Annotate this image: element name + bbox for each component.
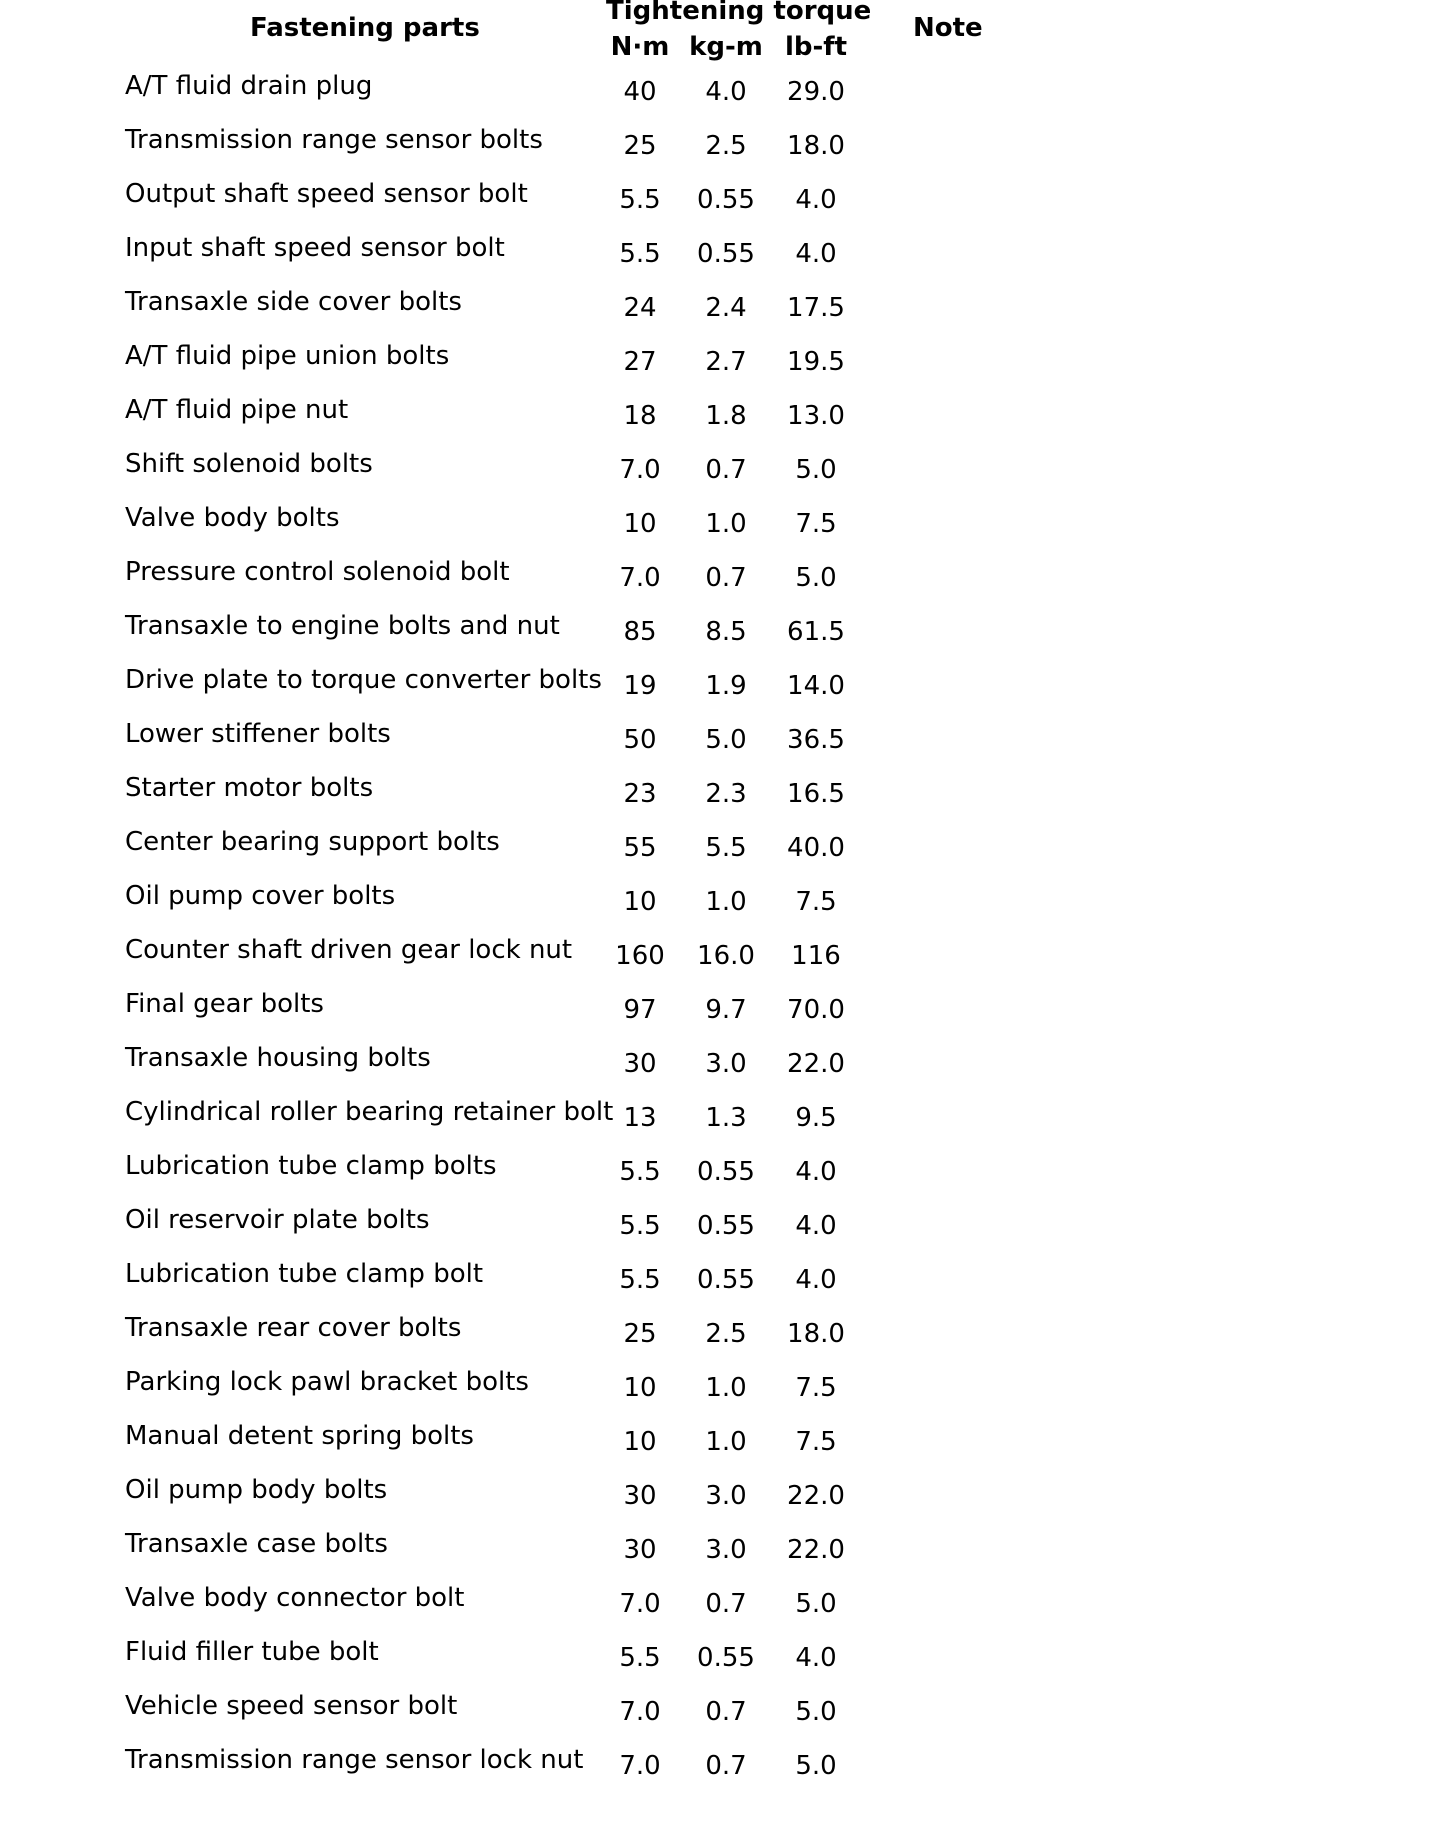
torque-lbft: 9.5 (795, 1103, 837, 1133)
torque-nm: 25 (623, 1319, 657, 1349)
part-name: Transaxle rear cover bolts (125, 1313, 462, 1343)
torque-kgm: 5.0 (705, 725, 747, 755)
torque-kgm: 3.0 (705, 1481, 747, 1511)
part-name: Valve body bolts (125, 503, 340, 533)
torque-lbft: 4.0 (795, 239, 837, 269)
torque-kgm: 0.55 (697, 185, 755, 215)
part-name: Lubrication tube clamp bolts (125, 1151, 497, 1181)
note-header: Note (913, 13, 983, 43)
torque-kgm: 2.5 (705, 131, 747, 161)
table-row (0, 1367, 1456, 1421)
torque-nm: 85 (623, 617, 657, 647)
table-row (0, 1475, 1456, 1529)
torque-kgm: 1.0 (705, 1373, 747, 1403)
part-name: A/T fluid pipe nut (125, 395, 349, 425)
torque-kgm: 0.55 (697, 1211, 755, 1241)
table-row (0, 611, 1456, 665)
torque-nm: 7.0 (619, 1751, 661, 1781)
torque-lbft: 4.0 (795, 1643, 837, 1673)
part-name: A/T fluid pipe union bolts (125, 341, 450, 371)
torque-kgm: 2.4 (705, 293, 747, 323)
torque-kgm: 0.55 (697, 239, 755, 269)
fastening-parts-header: Fastening parts (250, 13, 480, 43)
torque-table-body (0, 71, 1456, 1799)
torque-nm: 25 (623, 131, 657, 161)
torque-lbft: 13.0 (787, 401, 845, 431)
torque-nm: 97 (623, 995, 657, 1025)
torque-kgm: 1.9 (705, 671, 747, 701)
torque-lbft: 7.5 (795, 1427, 837, 1457)
part-name: Counter shaft driven gear lock nut (125, 935, 573, 965)
torque-lbft: 7.5 (795, 509, 837, 539)
table-row (0, 1583, 1456, 1637)
torque-nm: 7.0 (619, 455, 661, 485)
torque-lbft: 4.0 (795, 1211, 837, 1241)
table-row (0, 773, 1456, 827)
torque-nm: 7.0 (619, 1697, 661, 1727)
unit-nm-header: N·m (610, 32, 670, 62)
torque-lbft: 4.0 (795, 1157, 837, 1187)
torque-kgm: 2.5 (705, 1319, 747, 1349)
table-row (0, 719, 1456, 773)
table-row (0, 935, 1456, 989)
torque-kgm: 1.0 (705, 887, 747, 917)
table-row (0, 71, 1456, 125)
torque-kgm: 8.5 (705, 617, 747, 647)
torque-kgm: 1.0 (705, 509, 747, 539)
torque-nm: 160 (615, 941, 665, 971)
torque-kgm: 2.3 (705, 779, 747, 809)
torque-lbft: 18.0 (787, 1319, 845, 1349)
table-row (0, 449, 1456, 503)
tightening-torque-header: Tightening torque (606, 0, 872, 26)
table-row (0, 395, 1456, 449)
torque-nm: 55 (623, 833, 657, 863)
torque-nm: 30 (623, 1481, 657, 1511)
unit-kgm-header: kg-m (689, 32, 763, 62)
torque-kgm: 0.55 (697, 1265, 755, 1295)
part-name: Transaxle to engine bolts and nut (125, 611, 560, 641)
part-name: Transmission range sensor bolts (125, 125, 543, 155)
torque-kgm: 9.7 (705, 995, 747, 1025)
table-row (0, 1205, 1456, 1259)
part-name: Oil pump body bolts (125, 1475, 388, 1505)
part-name: Cylindrical roller bearing retainer bolt (125, 1097, 614, 1127)
table-row (0, 665, 1456, 719)
part-name: A/T fluid drain plug (125, 71, 373, 101)
torque-lbft: 18.0 (787, 131, 845, 161)
table-row (0, 1421, 1456, 1475)
part-name: Oil reservoir plate bolts (125, 1205, 430, 1235)
table-row (0, 503, 1456, 557)
torque-lbft: 29.0 (787, 77, 845, 107)
part-name: Pressure control solenoid bolt (125, 557, 510, 587)
part-name: Transaxle case bolts (125, 1529, 388, 1559)
torque-kgm: 3.0 (705, 1535, 747, 1565)
table-row (0, 1637, 1456, 1691)
torque-lbft: 17.5 (787, 293, 845, 323)
torque-nm: 10 (623, 1427, 657, 1457)
table-row (0, 233, 1456, 287)
torque-nm: 30 (623, 1049, 657, 1079)
torque-lbft: 5.0 (795, 1697, 837, 1727)
table-row (0, 341, 1456, 395)
torque-nm: 10 (623, 1373, 657, 1403)
torque-lbft: 5.0 (795, 563, 837, 593)
part-name: Shift solenoid bolts (125, 449, 373, 479)
table-row (0, 1151, 1456, 1205)
torque-kgm: 16.0 (697, 941, 755, 971)
torque-kgm: 0.7 (705, 1751, 747, 1781)
torque-lbft: 22.0 (787, 1535, 845, 1565)
torque-kgm: 3.0 (705, 1049, 747, 1079)
torque-lbft: 40.0 (787, 833, 845, 863)
part-name: Valve body connector bolt (125, 1583, 465, 1613)
torque-kgm: 0.7 (705, 1589, 747, 1619)
torque-lbft: 61.5 (787, 617, 845, 647)
table-row (0, 1097, 1456, 1151)
torque-lbft: 7.5 (795, 1373, 837, 1403)
torque-nm: 5.5 (619, 185, 661, 215)
part-name: Final gear bolts (125, 989, 324, 1019)
torque-nm: 10 (623, 509, 657, 539)
torque-nm: 40 (623, 77, 657, 107)
torque-kgm: 4.0 (705, 77, 747, 107)
unit-lbft-header: lb-ft (784, 32, 848, 62)
torque-nm: 24 (623, 293, 657, 323)
torque-kgm: 1.3 (705, 1103, 747, 1133)
part-name: Input shaft speed sensor bolt (125, 233, 505, 263)
torque-kgm: 0.7 (705, 455, 747, 485)
torque-nm: 27 (623, 347, 657, 377)
torque-nm: 13 (623, 1103, 657, 1133)
table-row (0, 557, 1456, 611)
torque-lbft: 5.0 (795, 1589, 837, 1619)
table-row (0, 989, 1456, 1043)
torque-kgm: 5.5 (705, 833, 747, 863)
part-name: Manual detent spring bolts (125, 1421, 474, 1451)
torque-nm: 5.5 (619, 239, 661, 269)
part-name: Transmission range sensor lock nut (125, 1745, 584, 1775)
torque-kgm: 0.7 (705, 1697, 747, 1727)
torque-lbft: 5.0 (795, 1751, 837, 1781)
torque-kgm: 1.8 (705, 401, 747, 431)
table-row (0, 1745, 1456, 1799)
torque-lbft: 19.5 (787, 347, 845, 377)
table-row (0, 1043, 1456, 1097)
part-name: Vehicle speed sensor bolt (125, 1691, 458, 1721)
torque-nm: 7.0 (619, 563, 661, 593)
table-row (0, 179, 1456, 233)
torque-lbft: 36.5 (787, 725, 845, 755)
torque-lbft: 22.0 (787, 1049, 845, 1079)
torque-lbft: 116 (791, 941, 841, 971)
torque-kgm: 0.7 (705, 563, 747, 593)
table-row (0, 125, 1456, 179)
torque-lbft: 22.0 (787, 1481, 845, 1511)
torque-nm: 5.5 (619, 1211, 661, 1241)
torque-kgm: 0.55 (697, 1643, 755, 1673)
torque-nm: 50 (623, 725, 657, 755)
part-name: Center bearing support bolts (125, 827, 500, 857)
torque-lbft: 7.5 (795, 887, 837, 917)
torque-lbft: 70.0 (787, 995, 845, 1025)
table-row (0, 287, 1456, 341)
torque-kgm: 0.55 (697, 1157, 755, 1187)
torque-kgm: 1.0 (705, 1427, 747, 1457)
torque-lbft: 4.0 (795, 1265, 837, 1295)
table-row (0, 1691, 1456, 1745)
part-name: Oil pump cover bolts (125, 881, 396, 911)
part-name: Parking lock pawl bracket bolts (125, 1367, 529, 1397)
table-row (0, 1259, 1456, 1313)
table-row (0, 1529, 1456, 1583)
part-name: Starter motor bolts (125, 773, 374, 803)
torque-nm: 23 (623, 779, 657, 809)
torque-lbft: 5.0 (795, 455, 837, 485)
table-row (0, 827, 1456, 881)
part-name: Fluid filler tube bolt (125, 1637, 379, 1667)
torque-nm: 5.5 (619, 1157, 661, 1187)
torque-nm: 18 (623, 401, 657, 431)
torque-kgm: 2.7 (705, 347, 747, 377)
torque-nm: 5.5 (619, 1265, 661, 1295)
torque-nm: 7.0 (619, 1589, 661, 1619)
part-name: Drive plate to torque converter bolts (125, 665, 602, 695)
part-name: Transaxle housing bolts (125, 1043, 431, 1073)
torque-nm: 19 (623, 671, 657, 701)
torque-lbft: 14.0 (787, 671, 845, 701)
part-name: Output shaft speed sensor bolt (125, 179, 528, 209)
table-row (0, 881, 1456, 935)
part-name: Lubrication tube clamp bolt (125, 1259, 484, 1289)
torque-nm: 5.5 (619, 1643, 661, 1673)
torque-lbft: 16.5 (787, 779, 845, 809)
torque-nm: 30 (623, 1535, 657, 1565)
part-name: Lower stiffener bolts (125, 719, 391, 749)
table-row (0, 1313, 1456, 1367)
part-name: Transaxle side cover bolts (125, 287, 462, 317)
torque-lbft: 4.0 (795, 185, 837, 215)
torque-nm: 10 (623, 887, 657, 917)
